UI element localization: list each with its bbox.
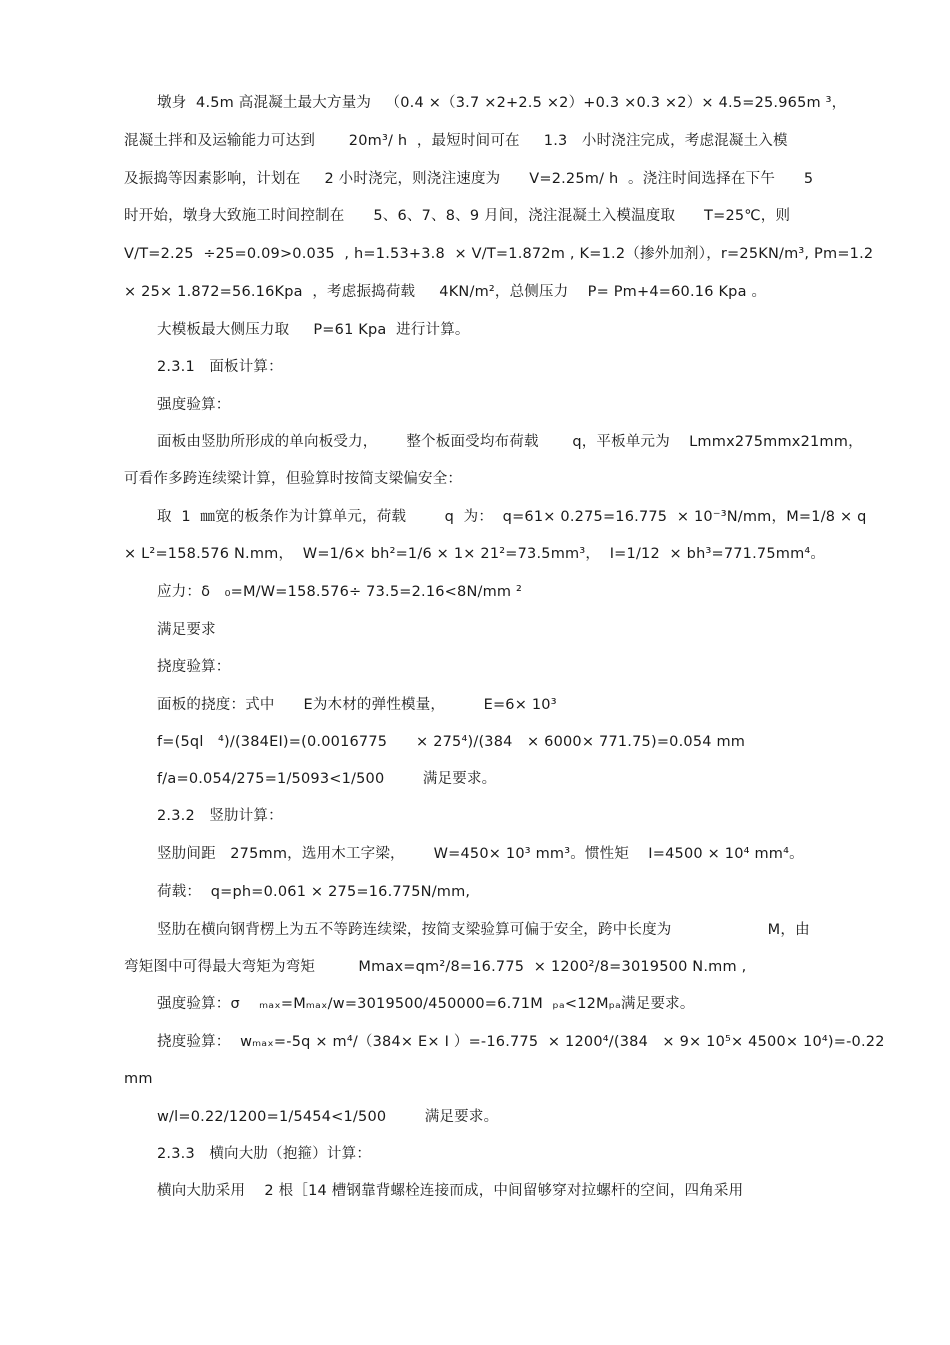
text-line: 墩身 4.5m 高混凝土最大方量为 （0.4 ×（3.7 ×2+2.5 ×2）+0.3 ×0.3 ×2）× 4.5=25.965m ³， [157,95,847,111]
text-line: 可看作多跨连续梁计算，但验算时按简支梁偏安全： [124,471,463,487]
text-line: f/a=0.054/275=1/5093<1/500 满足要求。 [157,771,497,787]
text-line: 及振捣等因素影响，计划在 2 小时浇完，则浇注速度为 V=2.25m/ h 。浇注时间选择在下午 5 [124,171,814,187]
text-line: 挠度验算： wₘₐₓ=-5q × m⁴/（384× E× I ）=-16.775 × 1200⁴/(384 × 9× 10⁵× 4500× 10⁴)=-0.22 [157,1034,885,1050]
text-line: 应力：δ ₀=M/W=158.576÷ 73.5=2.16<8N/mm ² [157,584,523,600]
text-line: 横向大肋采用 2 根［14 槽钢靠背螺栓连接而成，中间留够穿对拉螺杆的空间，四角采用 [157,1183,744,1199]
text-line: 面板由竖肋所形成的单向板受力， 整个板面受均布荷载 q，平板单元为 Lmmx275mmx21mm， [157,434,863,450]
text-line: 强度验算： [157,397,231,413]
text-line: 荷载： q=ph=0.061 × 275=16.775N/mm, [157,884,471,900]
text-line: × 25× 1.872=56.16Kpa ，考虑振捣荷载 4KN/m²，总侧压力 P= Pm+4=60.16 Kpa 。 [124,284,767,300]
text-line: w/l=0.22/1200=1/5454<1/500 满足要求。 [157,1109,499,1125]
text-line: f=(5ql ⁴)/(384EI)=(0.0016775 × 275⁴)/(384 × 6000× 771.75)=0.054 mm [157,734,746,750]
text-line: 竖肋间距 275mm，选用木工字梁， W=450× 10³ mm³。惯性矩 I=4500 × 10⁴ mm⁴。 [157,846,804,862]
text-line: × L²=158.576 N.mm， W=1/6× bh²=1/6 × 1× 21²=73.5mm³， I=1/12 × bh³=771.75mm⁴。 [124,546,826,562]
text-line: 取 1 ㎜宽的板条作为计算单元，荷载 q 为： q=61× 0.275=16.775 × 10⁻³N/mm，M=1/8 × q [157,509,867,525]
section-heading: 2.3.1 面板计算： [157,359,283,375]
text-line: V/T=2.25 ÷25=0.09>0.035 , h=1.53+3.8 × V/T=1.872m , K=1.2（掺外加剂），r=25KN/m³, Pm=1.2 [124,246,874,262]
text-line: 竖肋在横向钢背楞上为五不等跨连续梁，按简支梁验算可偏于安全，跨中长度为 M，由 [157,922,810,938]
text-line: mm [124,1071,153,1087]
text-line: 弯矩图中可得最大弯矩为弯矩 Mmax=qm²/8=16.775 × 1200²/8=3019500 N.mm , [124,959,747,975]
text-line: 面板的挠度：式中 E为木材的弹性模量， E=6× 10³ [157,697,557,713]
section-heading: 2.3.2 竖肋计算： [157,808,283,824]
text-line: 混凝土拌和及运输能力可达到 20m³/ h ，最短时间可在 1.3 小时浇注完成，考虑混凝土入模 [124,133,788,149]
text-line: 挠度验算： [157,659,231,675]
text-line: 大模板最大侧压力取 P=61 Kpa 进行计算。 [157,322,470,338]
text-line: 强度验算：σ ₘₐₓ=Mₘₐₓ/w=3019500/450000=6.71M ₚₐ<12Mₚₐ满足要求。 [157,996,695,1012]
text-line: 满足要求 [157,622,216,638]
text-line: 时开始，墩身大致施工时间控制在 5、6、7、8、9 月间，浇注混凝土入模温度取 T=25℃，则 [124,208,791,224]
section-heading: 2.3.3 横向大肋（抱箍）计算： [157,1146,372,1162]
